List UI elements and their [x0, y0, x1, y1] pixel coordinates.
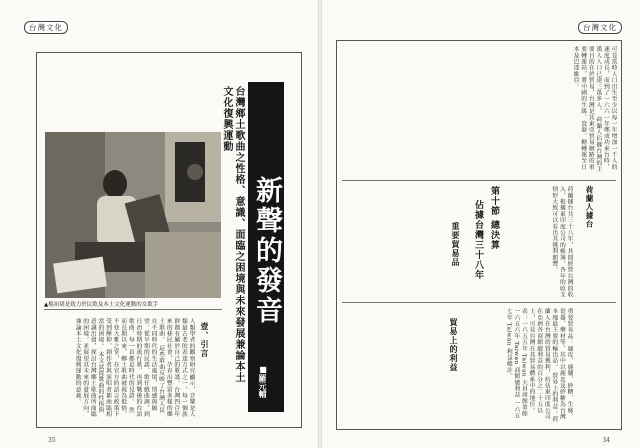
right-page-number: 34 — [602, 437, 610, 444]
heading-trade-profit: 貿易上的利益 — [449, 318, 458, 372]
heading-thirty-eight-years: 佔據台灣三十八年 — [473, 200, 483, 280]
left-page — [0, 0, 318, 448]
right-header-tag: 台灣文化 — [578, 21, 622, 34]
right-band-rule-2 — [342, 302, 616, 303]
right-paragraph-3: 荷蘭據台共三十八年，其間經營台灣的收入，根據東印度公司的帳簿，各年的收支情形大致可以看出其獲利頗豐。 — [550, 186, 572, 298]
article-title: 新聲的發音 — [248, 82, 284, 412]
intro-paragraph-2: 這些歌曲反映了台灣人民在不同時代的生活處境、情感與願望。從早期的民謠、歌仔戲曲調，到日治時期的流行歌，再到戰後的台語歌曲，每一首都是時代的見證。 — [127, 318, 164, 418]
heading-trade-goods: 重要貿易品 — [451, 222, 460, 267]
singer-photo-drawing — [45, 132, 221, 298]
heading-final-account: 第十節 總決算 — [489, 186, 499, 251]
right-paragraph-1: 可見當時人口出生至少以每一年增加一千人的速度成長，而到了一六六一年鄭成功來台時，漢人人口已達三萬多人。 — [594, 46, 616, 170]
right-top-text — [342, 46, 616, 174]
intro-paragraph-3: 然而長期以來，鄉土歌曲被視為低俗、不登大雅之堂，在官方的語言政策下受到壓抑，創作者與演唱者都面臨相當的困境。 — [96, 318, 134, 418]
right-paragraph-4: 重要貿易品：鹿皮、鹿脯、砂糖、生絲、瓷器、藥材等，其中以鹿皮及砂糖為台灣本地最主要的輸出品。 — [550, 308, 572, 420]
article-author: ■羅元輔 — [258, 364, 268, 398]
singer-photo — [45, 132, 221, 298]
right-page — [322, 0, 640, 448]
intro-paragraph-4: 本文試從歌曲的性格與意識出發，探討台灣鄉土歌曲所面臨的困境，並展望其未來的發展方向，兼論本土文化復興運動的意義。 — [74, 318, 103, 418]
left-header-tag: 台灣文化 — [24, 21, 68, 34]
heading-dutch-occupation: 荷蘭人據台 — [585, 186, 594, 229]
article-subtitle: 台灣鄉土歌曲之性格、意識、面臨之困境與未來發展兼論本土文化復興運動 — [221, 86, 244, 383]
photo-caption: ▲楊祖珺是致力於民歌及本土文化運動的女歌手 — [44, 302, 159, 308]
right-paragraph-5: 貿易上的利益：荷蘭人在台灣的貿易獲利，約佔東印度公司在亞洲各商館總利益的百分之二十五以上，可見台灣在其貿易體系中的地位。 — [528, 308, 557, 422]
right-band-rule-1 — [342, 180, 616, 181]
right-paragraph-2: 荷蘭人佔據台灣的主要目的在於貿易，台灣是其東亞貿易網路的重要轉運站，將中國的生絲、瓷器、糖轉運至日本及巴達維亞。 — [572, 46, 601, 173]
intro-body-text — [42, 318, 194, 418]
left-page-number: 35 — [48, 437, 56, 444]
section-heading-intro: 壹、引言 — [200, 322, 209, 358]
caption-rule — [44, 309, 222, 310]
intro-paragraph-1: 人類學者的觀察研究顯示，音樂是人類最古老的表達方式之一，每一個族群都有屬於自己的歌謠。台灣四百年來的移民社會，孕育出豐富多樣的鄉土歌曲。 — [157, 318, 194, 418]
right-paragraph-6: 表：一六五五年 Taiwan 大員商館盈餘 一六五六年 Taiwan 商館總利益 一六五七年 Taiwan 利益總計。 — [505, 308, 527, 419]
